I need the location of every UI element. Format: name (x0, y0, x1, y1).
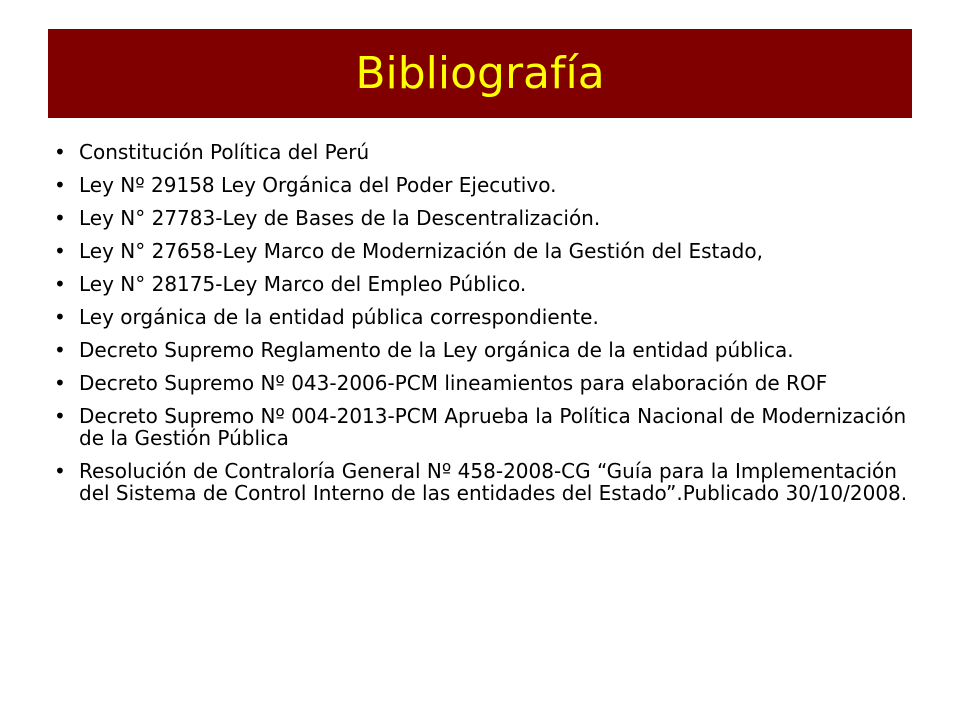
bibliography-item: • Ley N° 27658-Ley Marco de Modernización de la Gestión del Estado, (48, 240, 912, 262)
bibliography-item: • Constitución Política del Perú (48, 141, 912, 163)
bibliography-list (48, 141, 912, 515)
bibliography-item: • Resolución de Contraloría General Nº 458-2008-CG “Guía para la Implementación del Sistema de Control Interno de las entidades del Estado”.Publicado 30/10/2008. (48, 460, 912, 504)
bibliography-item: • Decreto Supremo Nº 004-2013-PCM Aprueba la Política Nacional de Modernización de la Gestión Pública (48, 405, 912, 449)
bibliography-item: • Ley Nº 29158 Ley Orgánica del Poder Ejecutivo. (48, 174, 912, 196)
bibliography-item: • Decreto Supremo Reglamento de la Ley orgánica de la entidad pública. (48, 339, 912, 361)
slide-title: Bibliografía (355, 47, 605, 99)
bibliography-item: • Ley N° 28175-Ley Marco del Empleo Público. (48, 273, 912, 295)
title-banner (48, 29, 912, 118)
bibliography-item: • Ley N° 27783-Ley de Bases de la Descentralización. (48, 207, 912, 229)
bibliography-item: • Ley orgánica de la entidad pública correspondiente. (48, 306, 912, 328)
bibliography-item: • Decreto Supremo Nº 043-2006-PCM lineamientos para elaboración de ROF (48, 372, 912, 394)
